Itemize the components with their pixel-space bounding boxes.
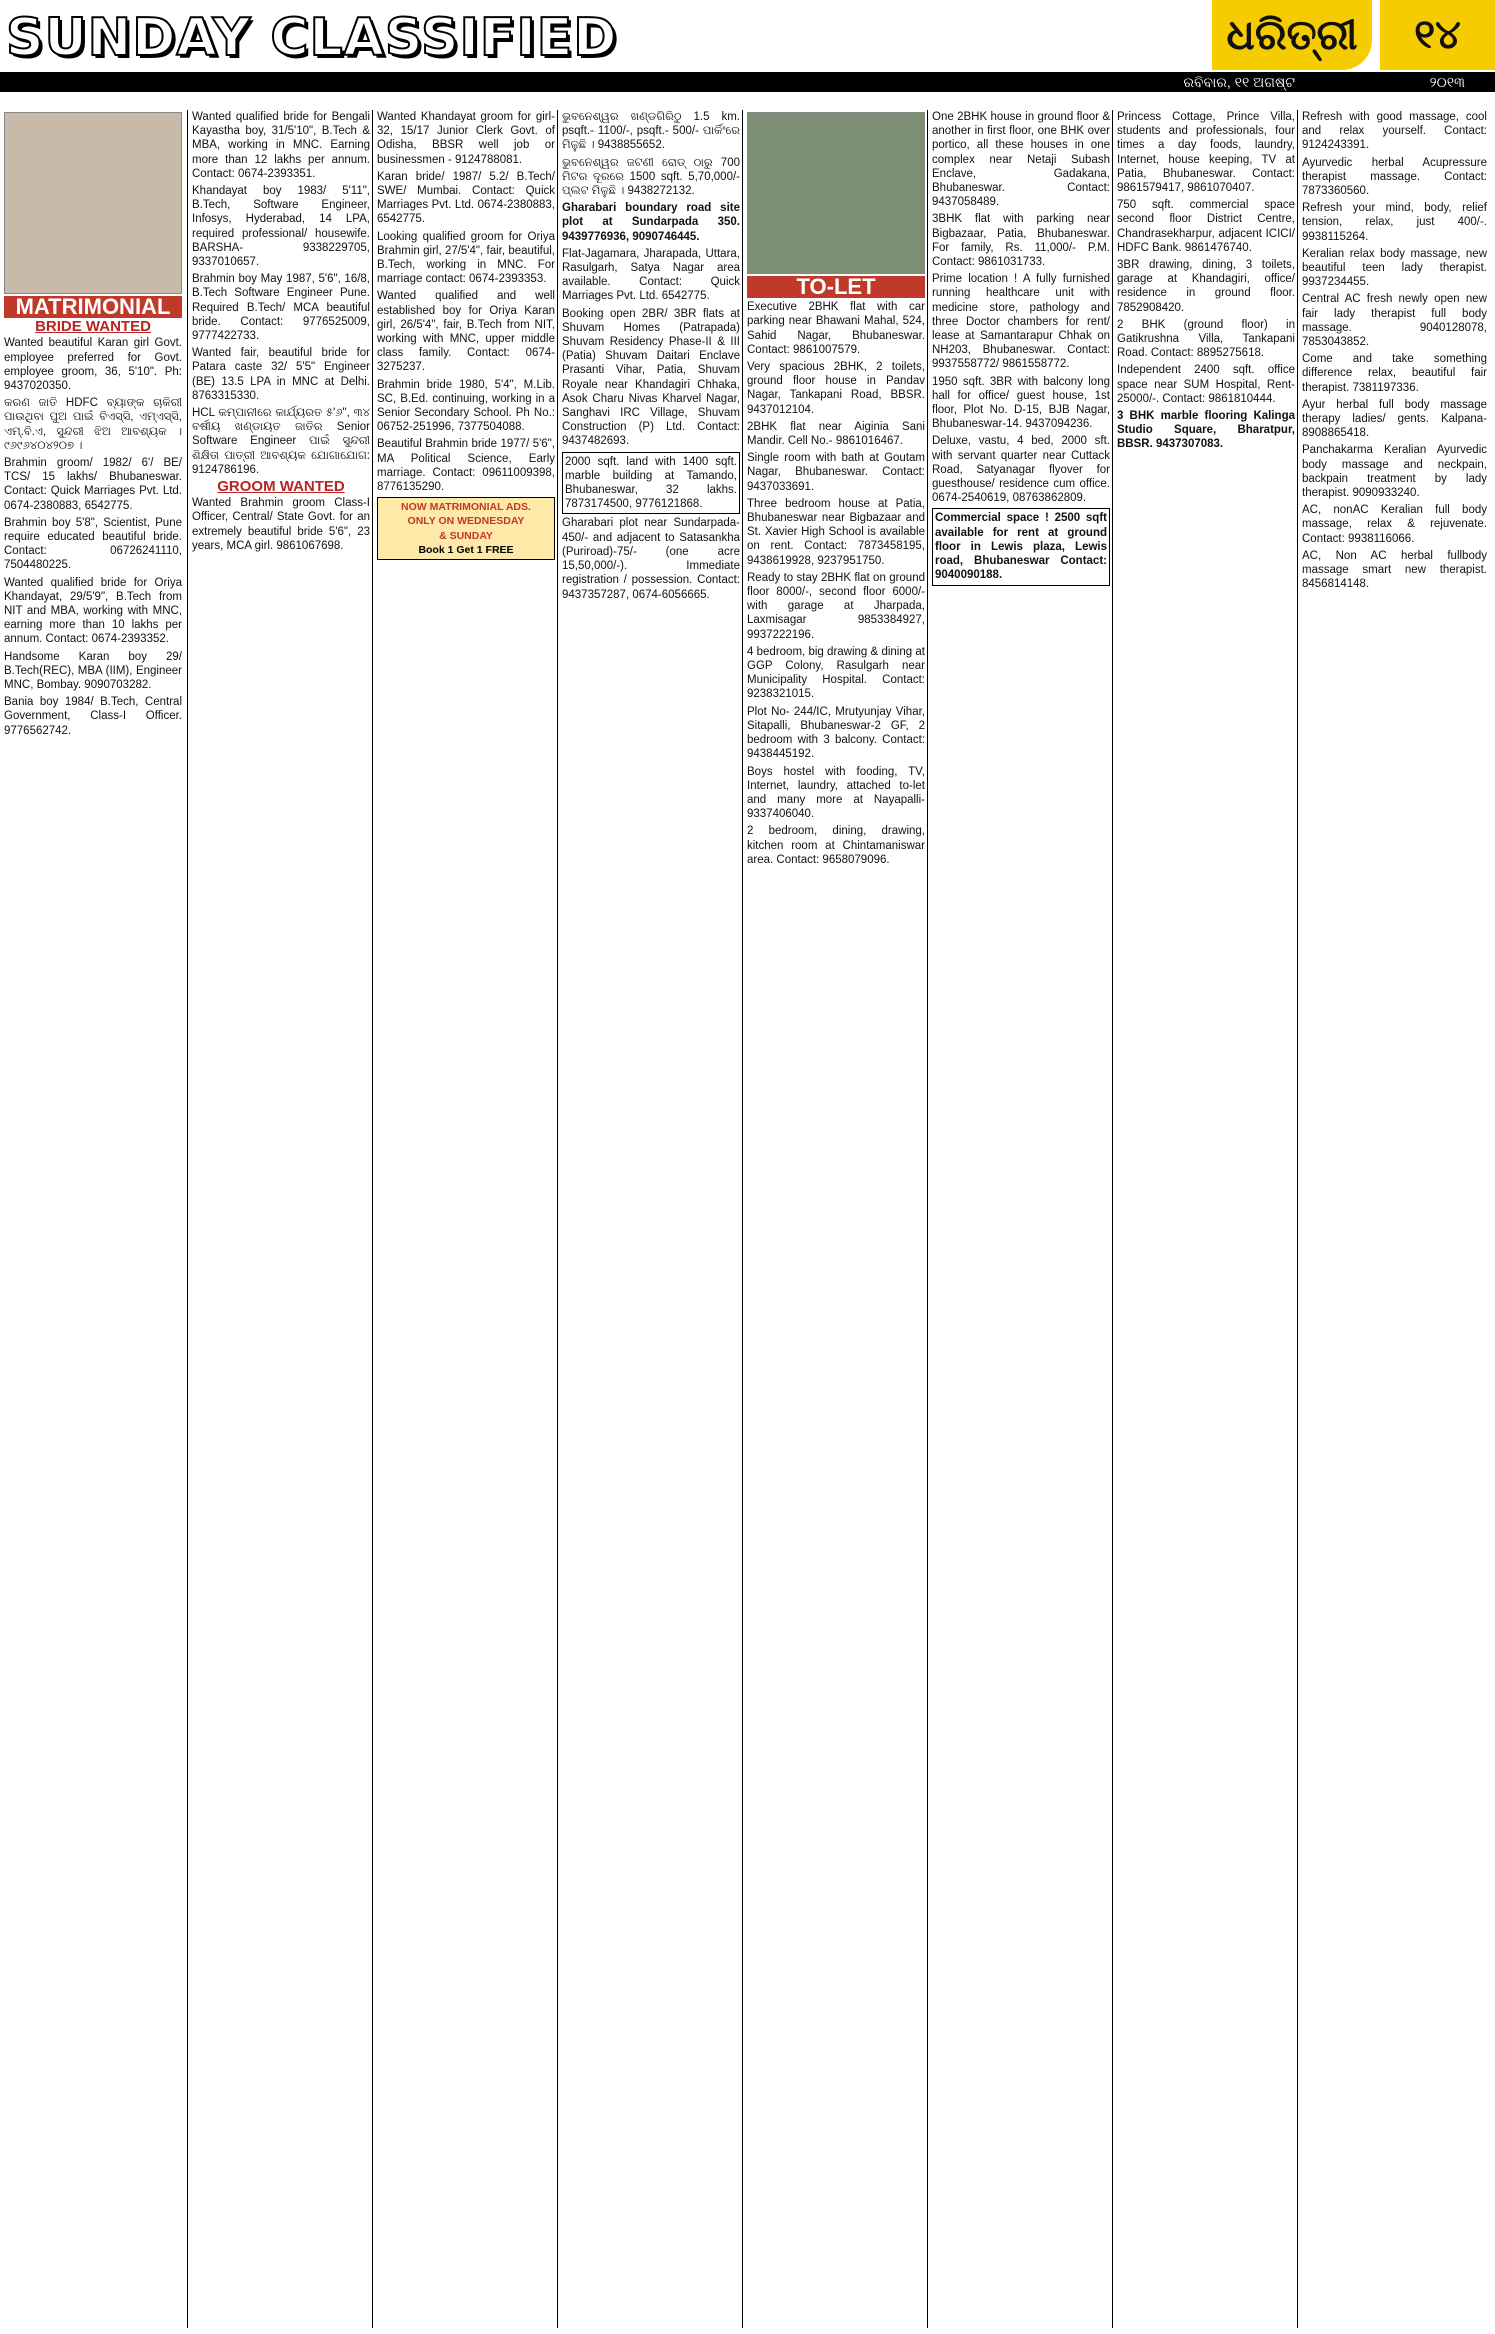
column-4 — [562, 110, 740, 2328]
masthead — [0, 0, 1495, 100]
classified-ad: Ready to stay 2BHK flat on ground floor 8000/-, second floor 6000/- with garage at Jharpada, Laxmisagar 9853384927, 9937222196. — [747, 571, 925, 641]
classifieds-columns — [4, 110, 1491, 2328]
classified-ad: Refresh your mind, body, relief tension, relax, just 400/-. 9938115264. — [1302, 202, 1487, 243]
classified-ad: ଭୁବନେଶ୍ୱର ଜଟଣୀ ରୋଡ୍ ଠାରୁ 700 ମିଟର ଦୂରରେ 1500 sqft. 5,70,000/- ପ୍ଲଟ ମିଳୁଛି । 9438272132. — [562, 156, 740, 198]
page-title: SUNDAY CLASSIFIED — [6, 8, 618, 68]
classified-ad: One 2BHK house in ground floor & another in first floor, one BHK over portico, all these houses in one complex near Netaji Subash Enclave, Gadakana, Bhubaneswar. Contact: 9437058489. — [932, 111, 1110, 209]
classified-ad: Panchakarma Keralian Ayurvedic body massage and neckpain, backpain treatment by lady therapist. 9090933240. — [1302, 444, 1487, 500]
boxed-ad — [562, 452, 740, 515]
classified-ad: Very spacious 2BHK, 2 toilets, ground floor house in Pandav Nagar, Tankapani Road, BBSR. 9437012104. — [747, 361, 925, 416]
promo-line: ONLY ON WEDNESDAY — [407, 515, 525, 528]
column-8 — [1302, 110, 1487, 2328]
classified-ad: 2 BHK (ground floor) in Gatikrushna Villa, Tankapani Road. Contact: 8895275618. — [1117, 318, 1295, 360]
date-bar — [0, 72, 1495, 92]
column-7 — [1117, 110, 1295, 2328]
classified-ad: 2 bedroom, dining, drawing, kitchen room at Chintamaniswar area. Contact: 9658079096. — [747, 825, 925, 866]
column-2 — [192, 110, 370, 2328]
column-6 — [932, 110, 1110, 2328]
promo-line: & SUNDAY — [439, 529, 493, 542]
commercial-space-box — [932, 508, 1110, 585]
classified-ad: 750 sqft. commercial space second floor District Centre, Chandrasekharpur, adjacent ICICI/ HDFC Bank. 9861476740. — [1117, 199, 1295, 254]
classified-ad: Ayur herbal full body massage therapy ladies/ gents. Kalpana- 8908865418. — [1302, 398, 1487, 440]
classified-ad: Beautiful Brahmin bride 1977/ 5'6", MA Political Science, Early marriage. Contact: 09611009398, 8776135290. — [377, 438, 555, 494]
classified-ad: Princess Cottage, Prince Villa, students and professionals, four times a day foods, laundry, Internet, house keeping, TV at Patia, Bhubaneswar. Contact: 9861579417, 9861070407. — [1117, 111, 1295, 195]
classified-ad: HCL କମ୍ପାନୀରେ କାର୍ଯ୍ୟରତ ୫'୬", ୩୪ ବର୍ଷୀୟ ଖଣ୍ଡାୟତ ଜାତିର Senior Software Engineer ପାଇଁ ସୁନ୍ଦରୀ ଶିକ୍ଷିତା ପାତ୍ରୀ ଆବଶ୍ୟକ ଯୋଗାଯୋଗ: 9124786196. — [192, 407, 370, 476]
classified-ad: Central AC fresh newly open new fair lady therapist full body massage. 9040128078, 7853043852. — [1302, 293, 1487, 349]
matrimonial-promo-box — [377, 497, 555, 560]
classified-ad: AC, nonAC Keralian full body massage, relax & rejuvenate. Contact: 9938116066. — [1302, 504, 1487, 545]
classified-ad: Independent 2400 sqft. office space near SUM Hospital, Rent- 25000/-. Contact: 9861810444. — [1117, 364, 1295, 405]
classified-ad: 1950 sqft. 3BR with balcony long hall for office/ guest house, 1st floor, Plot No. D-15, BJB Nagar, Bhubaneswar-14. 9437094236. — [932, 375, 1110, 431]
classified-ad: Booking open 2BR/ 3BR flats at Shuvam Homes (Patrapada) Shuvam Residency Phase-II & III (Patia) Shuvam Daitari Enclave Prasanti Vihar, Patia, Shuvam Royale near Khandagiri Chhaka, Asok Charu Nivas Kharvel Nagar, Sanghavi IRC Village, Shuvam Construction (P) Ltd. Contact: 9437482693. — [562, 307, 740, 448]
classified-ad: Ayurvedic herbal Acupressure therapist massage. Contact: 7873360560. — [1302, 156, 1487, 198]
groom-wanted-heading: GROOM WANTED — [217, 478, 345, 496]
classified-ad: Brahmin boy May 1987, 5'6", 16/8, B.Tech Software Engineer Pune. Required B.Tech/ MCA beautiful bride. Contact: 9776525009, 9777422733. — [192, 273, 370, 343]
classified-ad: Handsome Karan boy 29/ B.Tech(REC), MBA (IIM), Engineer MNC, Bombay. 9090703282. — [4, 650, 182, 692]
matrimonial-banner: MATRIMONIAL — [4, 296, 182, 318]
classified-ad: Brahmin bride 1980, 5'4", M.Lib. SC, B.Ed. continuing, working in a Senior Secondary School. Ph No.: 06752-251996, 7377504088. — [377, 378, 555, 434]
page-number: ୧୪ — [1380, 0, 1495, 70]
bride-wanted-heading: BRIDE WANTED — [35, 318, 151, 336]
classified-ad: Wanted beautiful Karan girl Govt. employee preferred for Govt. employee groom, 36, 5'10". Ph: 9437020350. — [4, 337, 182, 393]
classified-ad: Wanted qualified bride for Bengali Kayastha boy, 31/5'10", B.Tech & MBA, working in MNC. Earning more than 12 lakhs per annum. Contact: 0674-2393351. — [192, 111, 370, 180]
classified-ad: Refresh with good massage, cool and relax yourself. Contact: 9124243391. — [1302, 111, 1487, 152]
year-label: ୨୦୧୩ — [1429, 74, 1465, 90]
column-5 — [747, 110, 925, 2328]
classified-ad: Wanted fair, beautiful bride for Patara caste 32/ 5'5" Engineer (BE) 13.5 LPA in MNC at Delhi. 8763315330. — [192, 347, 370, 402]
classified-ad: Three bedroom house at Patia, Bhubaneswar near Bigbazaar and St. Xavier High School is available on rent. Contact: 7873458195, 9438619928, 9237951750. — [747, 497, 925, 567]
classified-ad: Prime location ! A fully furnished running healthcare unit with medicine store, pathology and three Doctor chambers for rent/ lease at Samantarapur Chhak on NH203, Bhubaneswar. Contact: 9937558772/ 9861558772. — [932, 273, 1110, 371]
classified-ad: Brahmin groom/ 1982/ 6'/ BE/ TCS/ 15 lakhs/ Bhubaneswar. Contact: Quick Marriages Pvt. Ltd. 0674-2380883, 6542775. — [4, 457, 182, 512]
classified-ad: 3BHK flat with parking near Bigbazaar, Patia, Bhubaneswar. For family, Rs. 11,000/- P.M. Contact: 9861031733. — [932, 213, 1110, 269]
classified-ad: Looking qualified groom for Oriya Brahmin girl, 27/5'4", fair, beautiful, B.Tech, working in MNC. For marriage contact: 0674-2393353. — [377, 230, 555, 286]
classified-ad: Khandayat boy 1983/ 5'11", B.Tech, Software Engineer, Infosys, Hyderabad, 14 LPA, required professional/ housewife. BARSHA- 9338229705, 9337010657. — [192, 185, 370, 269]
classified-ad: Wanted Khandayat groom for girl-32, 15/17 Junior Clerk Govt. of Odisha, BBSR well job or businessmen - 9124788081. — [377, 111, 555, 166]
classified-ad: Wanted qualified bride for Oriya Khandayat, 29/5'9", B.Tech from NIT and MBA, working with MNC, earning more than 10 lakhs per annum. Contact: 0674-2393352. — [4, 576, 182, 646]
classified-ad: Gharabari boundary road site plot at Sundarpada 350. 9439776936, 9090746445. — [562, 202, 740, 243]
classified-ad: 3BR drawing, dining, 3 toilets, garage at Khandagiri, office/ residence in ground floor. 7852908420. — [1117, 259, 1295, 314]
classified-ad: Single room with bath at Goutam Nagar, Bhubaneswar. Contact: 9437033691. — [747, 452, 925, 493]
promo-line: Book 1 Get 1 FREE — [418, 543, 514, 556]
column-3 — [377, 110, 555, 2328]
classified-ad: ଭୁବନେଶ୍ୱର ଖଣ୍ଡଗିରିଠୁ 1.5 km. psqft.- 1100/-, psqft.- 500/- ପାର୍କିଂରେ ମିଳୁଛି । 9438855652. — [562, 111, 740, 152]
classified-ad: 4 bedroom, big drawing & dining at GGP Colony, Rasulgarh near Municipality Hospital. Contact: 9238321015. — [747, 645, 925, 701]
classified-ad: 3 BHK marble flooring Kalinga Studio Square, Bharatpur, BBSR. 9437307083. — [1117, 410, 1295, 451]
classified-ad: Deluxe, vastu, 4 bed, 2000 sft. with servant quarter near Cuttack Road, Satyanagar flyover for guesthouse/ residence cum office. 0674-2540619, 08763862809. — [932, 435, 1110, 505]
classified-ad: Brahmin boy 5'8", Scientist, Pune require educated beautiful bride. Contact: 06726241110, 7504480225. — [4, 516, 182, 572]
classified-ad: Wanted Brahmin groom Class-I Officer, Central/ State Govt. for an extremely beautiful bride 5'6", 23 years, MCA girl. 9861067698. — [192, 497, 370, 552]
classified-ad: Flat-Jagamara, Jharapada, Uttara, Rasulgarh, Satya Nagar area available. Contact: Quick Marriages Pvt. Ltd. 6542775. — [562, 247, 740, 303]
classified-ad: କରଣ ଜାତି HDFC ବ୍ୟାଙ୍କ ଚାକିରୀ ପାଉଥିବା ପୁଅ ପାଇଁ ବିଏସ୍‌ସି, ଏମ୍‌ଏସ୍‌ସି, ଏମ୍‌.ବି.ଏ, ସୁନ୍ଦରୀ ଝିଅ ଆବଶ୍ୟକ । ୯୬୯୬୪୦୪୨୦୭ । — [4, 397, 182, 452]
matrimonial-image — [4, 112, 182, 294]
classified-ad: Bania boy 1984/ B.Tech, Central Government, Class-I Officer. 9776562742. — [4, 696, 182, 737]
date-label: ରବିବାର, ୧୧ ଅଗଷ୍ଟ — [1183, 74, 1295, 90]
classified-ad: 2BHK flat near Aiginia Sani Mandir. Cell No.- 9861016467. — [747, 420, 925, 448]
column-1 — [4, 110, 182, 2328]
classified-ad: Executive 2BHK flat with car parking near Bhawani Mahal, 524, Sahid Nagar, Bhubaneswar. Contact: 9861007579. — [747, 301, 925, 356]
classified-ad: Plot No- 244/IC, Mrutyunjay Vihar, Sitapalli, Bhubaneswar-2 GF, 2 bedroom with 3 balcony. Contact: 9438445192. — [747, 705, 925, 761]
classified-ad: Wanted qualified and well established boy for Oriya Karan girl, 26/5'4", fair, B.Tech from NIT, working with MNC, upper middle class family. Contact: 0674-3275237. — [377, 290, 555, 374]
house-image — [747, 112, 925, 274]
classified-ad: AC, Non AC herbal fullbody massage smart new therapist. 8456814148. — [1302, 549, 1487, 591]
classified-ad: Gharabari plot near Sundarpada-450/- and adjacent to Satasankha (Puriroad)-75/- (one acre 15,50,000/-). Immediate registration / possession. Contact: 9437357287, 0674-6056665. — [562, 517, 740, 601]
to-let-banner: TO-LET — [747, 276, 925, 298]
newspaper-logo: ଧରିତ୍ରୀ — [1212, 0, 1372, 70]
boxed-ad-text: 2000 sqft. land with 1400 sqft. marble building at Tamando, Bhubaneswar, 32 lakhs. 7873174500, 9776121868. — [565, 455, 737, 511]
classified-ad: Come and take something difference relax, beautiful fair therapist. 7381197336. — [1302, 353, 1487, 394]
classified-ad: Keralian relax body massage, new beautiful teen lady therapist. 9937234455. — [1302, 247, 1487, 289]
classified-ad: Karan bride/ 1987/ 5.2/ B.Tech/ SWE/ Mumbai. Contact: Quick Marriages Pvt. Ltd. 0674-2380883, 6542775. — [377, 170, 555, 226]
commercial-space-text: Commercial space ! 2500 sqft available for rent at ground floor in Lewis plaza, Lewis road, Bhubaneswar Contact: 9040090188. — [935, 512, 1107, 582]
promo-line: NOW MATRIMONIAL ADS. — [401, 501, 531, 514]
classified-ad: Boys hostel with fooding, TV, Internet, laundry, attached to-let and many more at Nayapalli-9337406040. — [747, 765, 925, 821]
